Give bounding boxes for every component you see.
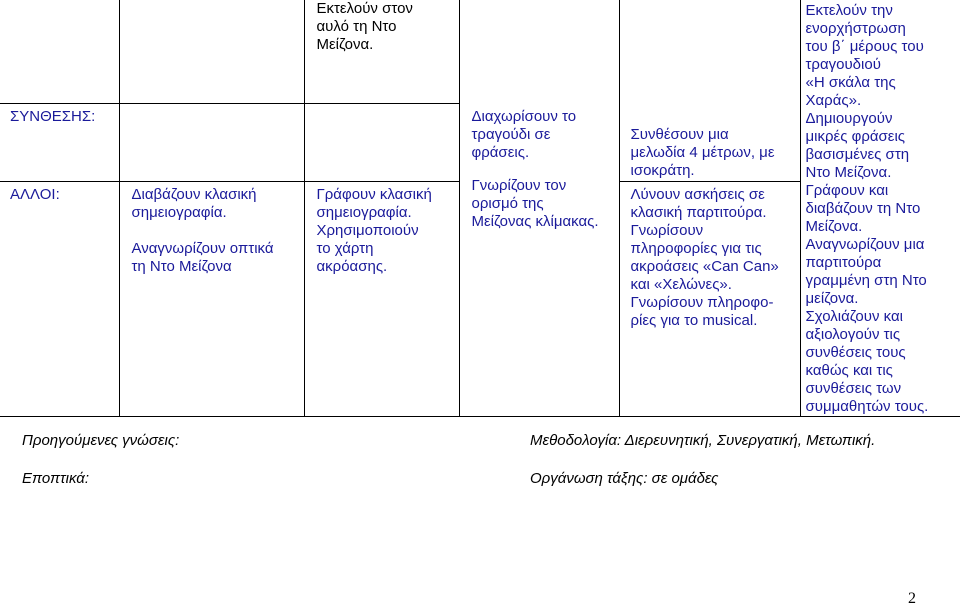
reading-text: Διαβάζουν κλασική σημειογραφία. Αναγνωρίζουν οπτικά τη Ντο Μείζονα (120, 182, 304, 276)
page-number: 2 (908, 590, 916, 608)
writing-cell (304, 182, 459, 417)
col5-cell (800, 0, 960, 417)
empty-cell (119, 0, 304, 103)
synth-empty-1 (119, 103, 304, 182)
reading-cell (119, 182, 304, 417)
split-song-text: Διαχωρίσουν το τραγούδι σε φράσεις. (460, 103, 619, 162)
writing-text: Γράφουν κλασική σημειογραφία. Χρησιμοποιούν το χάρτη ακρόασης. (305, 182, 459, 276)
perf-flute-text: Εκτελούν στον αυλό τη Ντο Μείζονα. (305, 0, 459, 54)
split-song-cell (459, 103, 619, 417)
col4-top-cell (619, 0, 800, 103)
corner-cell (0, 0, 119, 103)
col3-top-cell (459, 0, 619, 103)
scale-def-text: Γνωρίζουν τον ορισμό της Μείζονας κλίμακας. (460, 162, 619, 231)
compose-cell (619, 103, 800, 182)
methodology-text: Μεθοδολογία: Διερευνητική, Συνεργατική, Μετωπική. (530, 432, 875, 450)
col5-text: Εκτελούν την ενορχήστρωση του β΄ μέρους του τραγουδιού «Η σκάλα της Χαράς». Δημιουργούν μικρές φράσεις βασισμένες στη Ντο Μείζονα. Γράφουν και διαβάζουν τη Ντο Μείζονα. Αναγνωρίζουν μια παρτιτούρα γραμμένη στη Ντο μείζονα. Σχολιάζουν και αξιολογούν τις συνθέσεις τους καθώς και τις συνθέσεις των συμμαθητών τους. (801, 0, 960, 416)
class-organization-text: Οργάνωση τάξης: σε ομάδες (530, 470, 718, 488)
prior-knowledge-label: Προηγούμενες γνώσεις: (22, 432, 179, 450)
visual-aids-label: Εποπτικά: (22, 470, 89, 488)
compose-text: Συνθέσουν μια μελωδία 4 μέτρων, με ισοκράτη. (620, 103, 800, 180)
exercises-text: Λύνουν ασκήσεις σε κλασική παρτιτούρα. Γνωρίσουν πληροφορίες για τις ακροάσεις «Can Can» και «Χελώνες». Γνωρίσουν πληροφο- ρίες για το musical. (620, 182, 800, 330)
synthesis-label: ΣΥΝΘΕΣΗΣ: (0, 104, 119, 126)
synthesis-label-cell (0, 103, 119, 182)
synth-empty-2 (304, 103, 459, 182)
others-label: ΑΛΛΟΙ: (0, 182, 119, 204)
perf-flute-cell (304, 0, 459, 103)
exercises-cell (619, 182, 800, 417)
others-label-cell (0, 182, 119, 417)
